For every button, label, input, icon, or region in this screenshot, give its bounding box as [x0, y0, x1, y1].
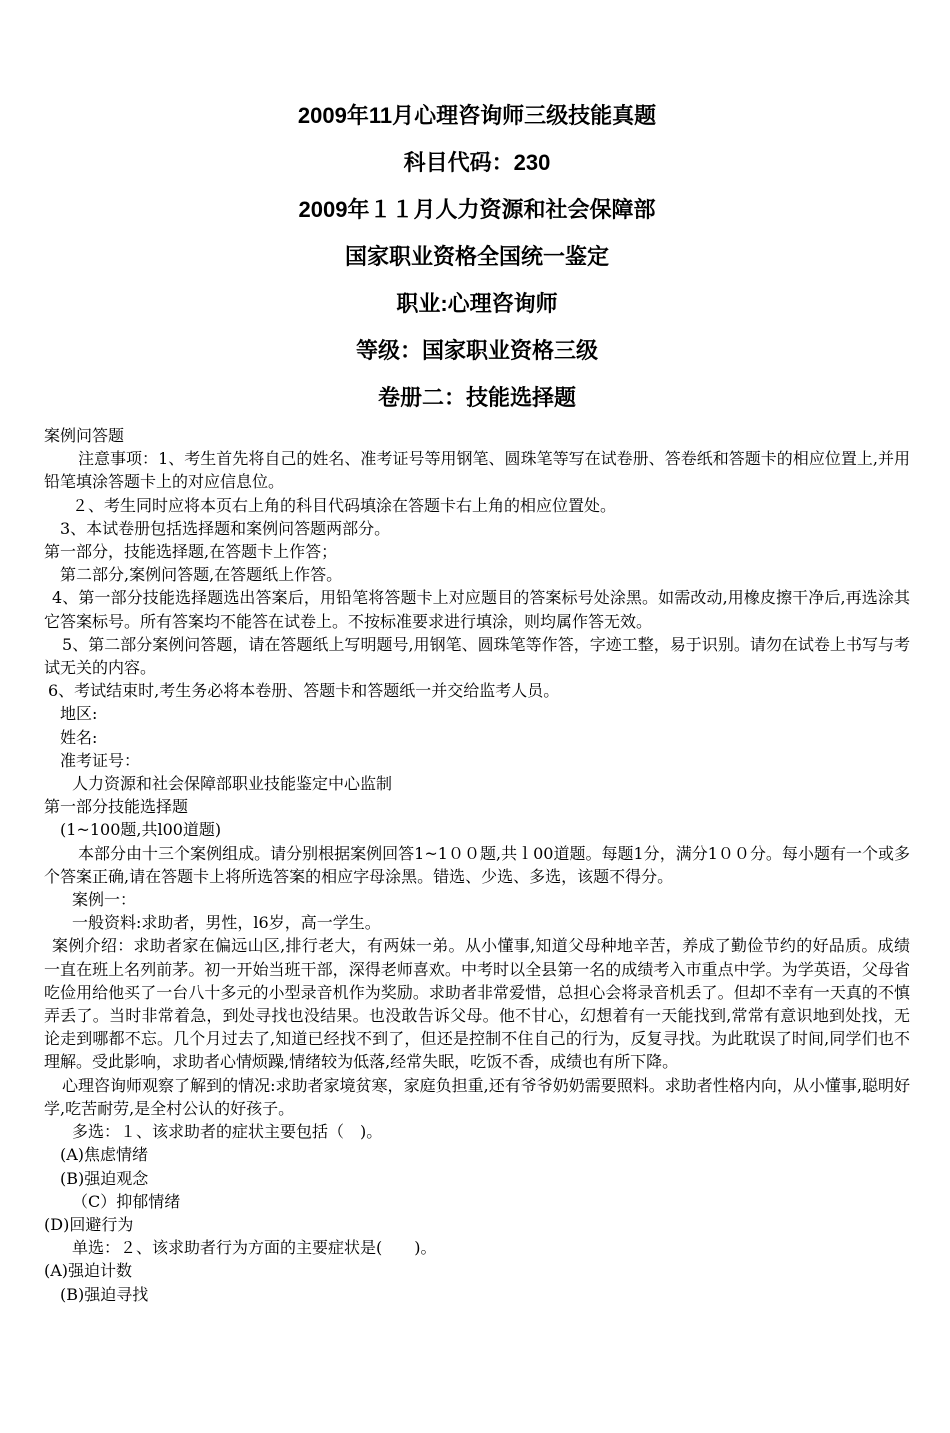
notice-item-4: 4、第一部分技能选择题选出答案后，用铅笔将答题卡上对应题目的答案标号处涂黑。如需改动,用橡皮擦干净后,再选涂其它答案标号。所有答案均不能答在试卷上。不按标准要求进行填涂，则均属作答无效。: [44, 588, 910, 631]
notice-item-6: 6、考试结束时,考生务必将本卷册、答题卡和答题纸一并交给监考人员。: [48, 681, 560, 701]
case-basic-info: 一般资料:求助者，男性，l6岁，高一学生。: [72, 913, 381, 933]
subject-code: 科目代码：230: [403, 150, 551, 175]
notice-item-3: 3、本试卷册包括选择题和案例问答题两部分。: [60, 518, 391, 538]
question-1-option-b: (B)强迫观念: [60, 1168, 149, 1188]
case-one-heading: 案例一：: [72, 890, 137, 910]
title-block: [44, 92, 910, 421]
notice-item-1: 注意事项：1、考生首先将自己的姓名、准考证号等用钢笔、圆珠笔等写在试卷册、答卷纸和答题卡的相应位置上,并用铅笔填涂答题卡上的对应信息位。: [44, 449, 910, 492]
question-1-stem: 多选：１、该求助者的症状主要包括（ )。: [72, 1122, 383, 1142]
certification-line: 国家职业资格全国统一鉴定: [344, 244, 609, 269]
issuing-authority: 2009年１１月人力资源和社会保障部: [298, 197, 656, 222]
question-range: (1~100题,共l00道题): [60, 820, 222, 840]
case-introduction: 案例介绍：求助者家在偏远山区,排行老大，有两妹一弟。从小懂事,知道父母种地辛苦，养成了勤俭节约的好品质。成绩一直在班上名列前茅。初一开始当班干部，深得老师喜欢。中考时以全县第一名的成绩考入市重点中学。为学英语，父母省吃俭用给他买了一台八十多元的小型录音机作为奖励。求助者非常爱惜，总担心会将录音机丢了。但却不幸有一天真的不慎弄丢了。当时非常着急，到处寻找也没结果。也没敢告诉父母。他不甘心，幻想着有一天能找到,常常有意识地到处找，无论走到哪都不忘。几个月过去了,知道已经找不到了，但还是控制不住自己的行为，反复寻找。为此耽误了时间,同学们也不理解。受此影响，求助者心情烦躁,情绪较为低落,经常失眠，吃饭不香，成绩也有所下降。: [44, 936, 910, 1072]
supervisor-line: 人力资源和社会保障部职业技能鉴定中心监制: [72, 774, 393, 794]
level-line: 等级：国家职业资格三级: [355, 338, 598, 363]
exam-title: 2009年11月心理咨询师三级技能真题: [297, 103, 657, 128]
notice-item-2: ２、考生同时应将本页右上角的科目代码填涂在答题卡右上角的相应位置处。: [72, 495, 617, 515]
question-1-option-d: (D)回避行为: [44, 1214, 134, 1234]
part-two-note: 第二部分,案例问答题,在答题纸上作答。: [60, 565, 343, 585]
part-one-instructions: 本部分由十三个案例组成。请分别根据案例回答1~1００题,共ｌ00道题。每题1分，满分1００分。每小题有一个或多个答案正确,请在答题卡上将所选答案的相应字母涂黑。错选、少选、多选，该题不得分。: [44, 843, 910, 886]
name-field-label: 姓名:: [60, 727, 98, 747]
region-field-label: 地区:: [60, 704, 98, 724]
question-2-option-b: (B)强迫寻找: [60, 1284, 149, 1304]
question-1-option-a: (A)焦虑情绪: [60, 1145, 149, 1165]
part-one-note: 第一部分，技能选择题,在答题卡上作答；: [44, 542, 338, 562]
notice-item-5: 5、第二部分案例问答题，请在答题纸上写明题号,用钢笔、圆珠笔等作答，字迹工整，易于识别。请勿在试卷上书写与考试无关的内容。: [44, 634, 910, 678]
question-1-option-c: （C）抑郁情绪: [72, 1191, 181, 1211]
counselor-observation: 心理咨询师观察了解到的情况:求助者家境贫寒，家庭负担重,还有爷爷奶奶需要照料。求助者性格内向，从小懂事,聪明好学,吃苦耐劳,是全村公认的好孩子。: [44, 1075, 910, 1118]
question-2-option-a: (A)强迫计数: [44, 1261, 133, 1281]
exam-id-field-label: 准考证号：: [60, 750, 141, 770]
document-body: [44, 424, 910, 1306]
question-2-stem: 单选：２、该求助者行为方面的主要症状是( )。: [72, 1238, 437, 1258]
section-label: 案例问答题: [44, 426, 125, 445]
volume-line: 卷册二：技能选择题: [377, 385, 576, 410]
part-one-heading: 第一部分技能选择题: [44, 797, 189, 817]
occupation-line: 职业:心理咨询师: [396, 291, 558, 316]
